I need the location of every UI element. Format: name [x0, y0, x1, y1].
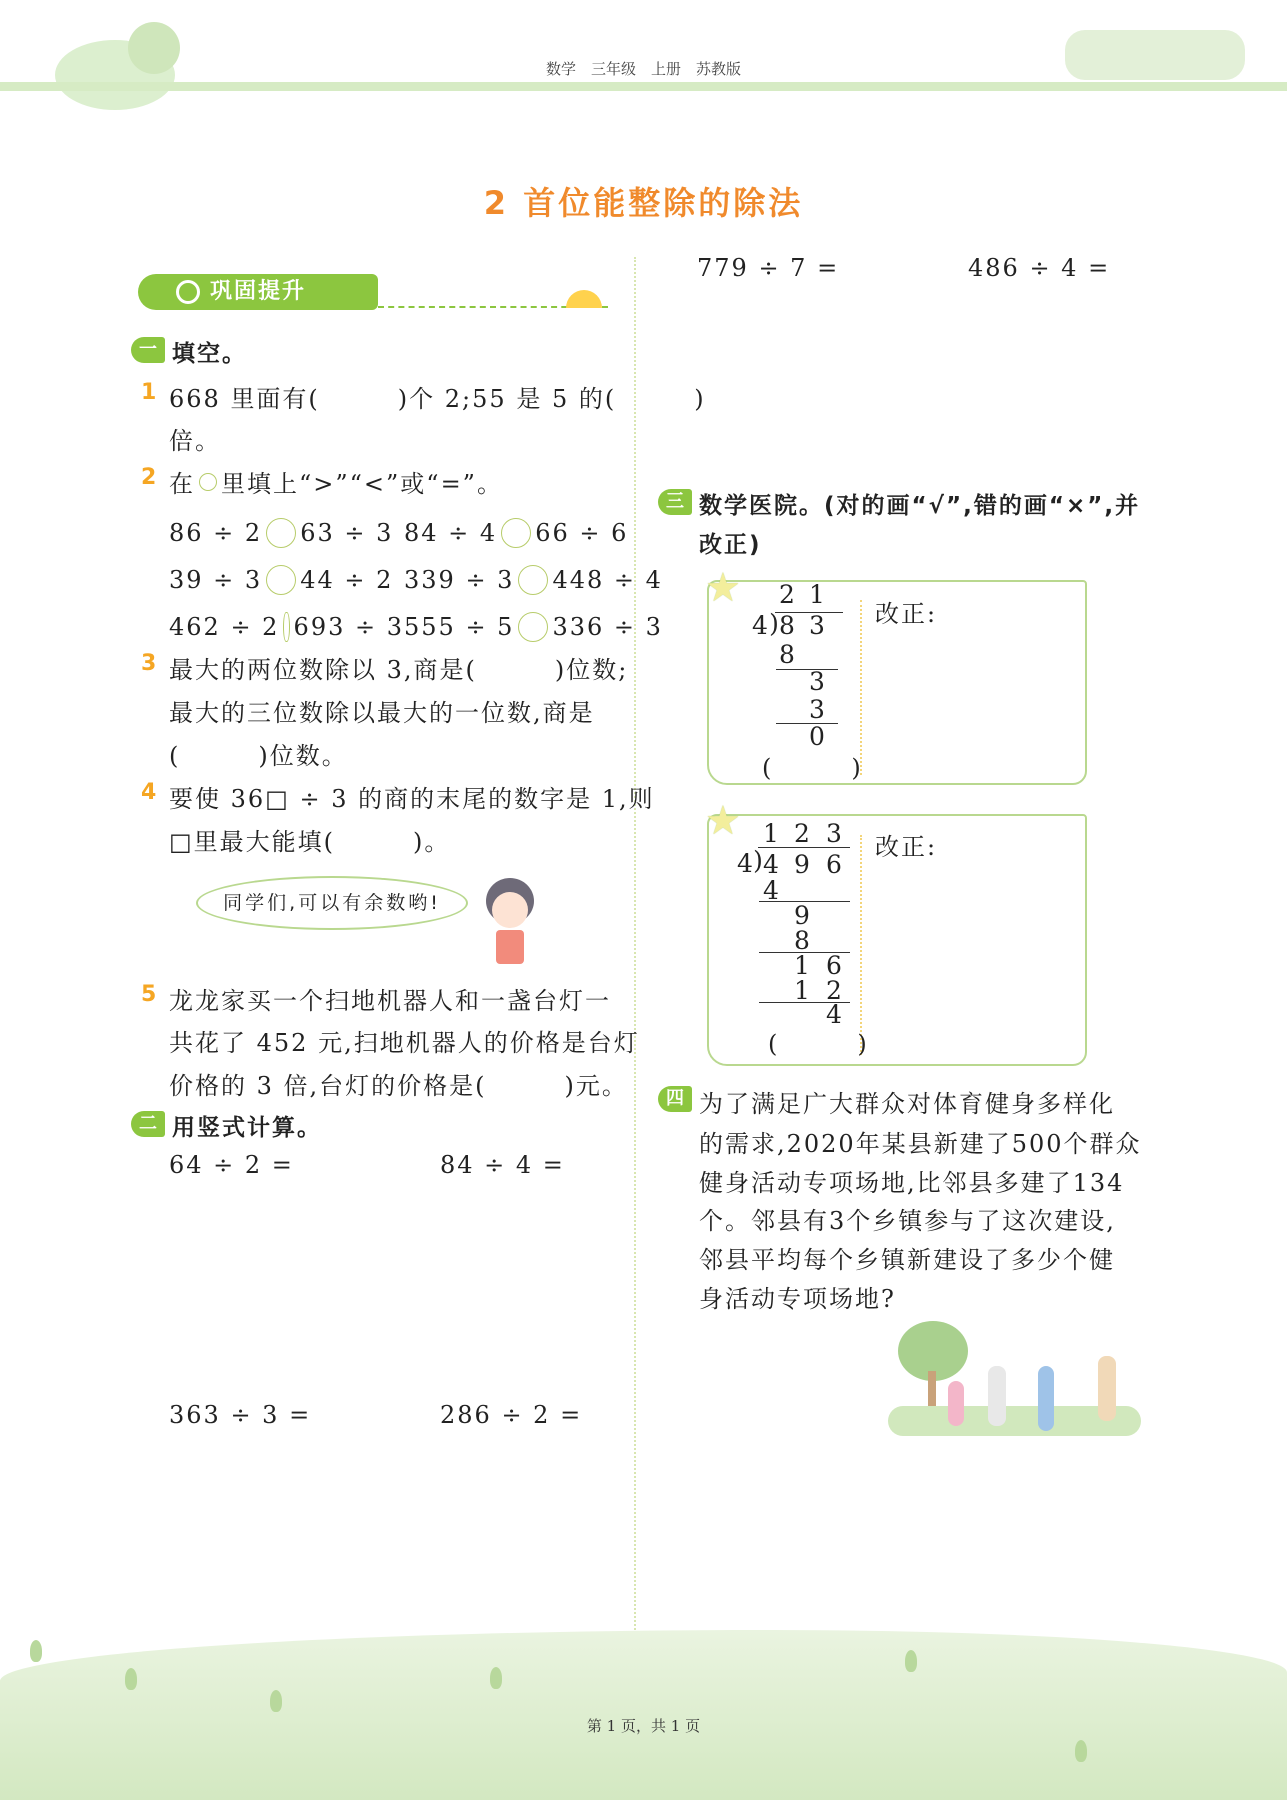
section-title-three-cont: 改正) — [699, 532, 762, 558]
expr-left: 555 ÷ 5 — [404, 612, 515, 641]
calc-problem: 779 ÷ 7 = — [697, 254, 840, 282]
question-number: 5 — [141, 982, 157, 1007]
page-footer: 第 1 页，共 1 页 — [586, 1717, 701, 1735]
comparison-row — [169, 509, 663, 556]
question-number: 1 — [141, 380, 157, 405]
step-digit: 1 — [794, 951, 810, 980]
calc-problem: 64 ÷ 2 = — [169, 1151, 294, 1179]
quotient-digit: 3 — [826, 819, 842, 848]
calc-problem: 286 ÷ 2 = — [440, 1401, 583, 1429]
section-title-one: 填空。 — [172, 341, 247, 367]
q5-line1: 龙龙家买一个扫地机器人和一盏台灯一 — [169, 987, 611, 1015]
expr-right: 66 ÷ 6 — [535, 518, 629, 547]
expr-left: 84 ÷ 4 — [404, 518, 498, 547]
whale-eye-icon — [176, 280, 200, 304]
step-digit: 4 — [763, 876, 779, 905]
dividend-digit: 8 — [779, 611, 795, 640]
step-digit: 0 — [809, 722, 825, 751]
expr-right: 448 ÷ 4 — [552, 565, 663, 594]
problem-line: 邻县平均每个乡镇新建设了多少个健 — [699, 1246, 1115, 1274]
problem-line: 的需求,2020年某县新建了500个群众 — [699, 1130, 1142, 1158]
dividend-digit: 3 — [809, 611, 825, 640]
division-bracket: ) — [769, 609, 779, 638]
q1-line1: 668 里面有( )个 2;55 是 5 的( ) — [169, 385, 706, 413]
correction-label: 改正: — [875, 833, 938, 861]
step-digit: 2 — [826, 976, 842, 1005]
compare-circle[interactable] — [283, 612, 289, 642]
page-title: 2 首位能整除的除法 — [483, 184, 804, 222]
problem-line: 个。邻县有3个乡镇参与了这次建设, — [699, 1207, 1116, 1235]
q4-line1: 要使 36□ ÷ 3 的商的末尾的数字是 1,则 — [169, 785, 655, 813]
girl-illustration — [478, 878, 548, 966]
q2-instruction — [169, 464, 503, 499]
compare-circle[interactable] — [266, 565, 296, 595]
column-divider — [634, 257, 636, 1649]
calc-problem: 486 ÷ 4 = — [968, 254, 1111, 282]
circle-icon — [199, 473, 217, 491]
q2-pre: 在 — [169, 470, 195, 498]
step-digit: 9 — [794, 901, 810, 930]
compare-circle[interactable] — [266, 518, 296, 548]
compare-circle[interactable] — [501, 518, 531, 548]
tree-icon — [490, 1667, 502, 1689]
compare-circle[interactable] — [518, 565, 548, 595]
step-digit: 8 — [779, 640, 795, 669]
expr-left: 86 ÷ 2 — [169, 518, 263, 547]
divisor: 4 — [752, 611, 768, 640]
comparison-row — [169, 556, 663, 603]
answer-blank[interactable]: ( ) — [762, 754, 863, 782]
calc-problem: 84 ÷ 4 = — [440, 1151, 565, 1179]
problem-line: 为了满足广大群众对体育健身多样化 — [699, 1090, 1115, 1118]
comparison-row — [169, 603, 663, 650]
calc-problem: 363 ÷ 3 = — [169, 1401, 312, 1429]
quotient-digit: 1 — [809, 580, 825, 609]
answer-blank[interactable]: ( ) — [768, 1030, 869, 1058]
section-banner: 巩固提升 — [138, 274, 378, 310]
expr-left: 462 ÷ 2 — [169, 612, 280, 641]
q3-line1: 最大的两位数除以 3,商是( )位数; — [169, 656, 629, 684]
section-badge-two: 二 — [131, 1111, 165, 1137]
tree-icon — [125, 1668, 137, 1690]
animals-illustration — [1065, 30, 1245, 80]
expr-right: 336 ÷ 3 — [552, 612, 663, 641]
section-title-two: 用竖式计算。 — [172, 1115, 322, 1141]
q3-line2: 最大的三位数除以最大的一位数,商是 — [169, 699, 595, 727]
quotient-digit: 1 — [763, 819, 779, 848]
expr-right: 44 ÷ 2 — [300, 565, 394, 594]
tree-icon — [1075, 1740, 1087, 1762]
step-digit: 6 — [826, 951, 842, 980]
section-badge-three: 三 — [658, 489, 692, 515]
division-bracket: ) — [753, 846, 763, 875]
q1-line2: 倍。 — [169, 427, 221, 455]
sunset-icon — [566, 290, 602, 308]
question-number: 3 — [141, 651, 157, 676]
step-digit: 4 — [826, 1000, 842, 1029]
dividend-digit: 6 — [826, 850, 842, 879]
star-icon: ★ — [705, 798, 741, 844]
quotient-digit: 2 — [794, 819, 810, 848]
section-badge-four: 四 — [658, 1086, 692, 1112]
star-icon: ★ — [705, 565, 741, 611]
dividend-digit: 9 — [794, 850, 810, 879]
exercise-illustration — [888, 1321, 1141, 1443]
tree-icon — [30, 1640, 42, 1662]
quotient-digit: 2 — [779, 580, 795, 609]
question-number: 2 — [141, 465, 157, 490]
tree-icon — [905, 1650, 917, 1672]
question-number: 4 — [141, 780, 157, 805]
comparison-rows — [169, 509, 663, 650]
step-digit: 3 — [809, 695, 825, 724]
division-bar — [758, 847, 850, 848]
q5-line3: 价格的 3 倍,台灯的价格是( )元。 — [169, 1072, 628, 1100]
dividend-digit: 4 — [763, 850, 779, 879]
section-badge-one: 一 — [131, 337, 165, 363]
correction-label: 改正: — [875, 600, 938, 628]
compare-circle[interactable] — [518, 612, 548, 642]
section-title-three: 数学医院。(对的画“√”,错的画“×”,并 — [699, 493, 1141, 519]
expr-left: 39 ÷ 3 — [169, 565, 263, 594]
q2-post: 里填上“>”“<”或“=”。 — [221, 470, 503, 498]
step-digit: 1 — [794, 976, 810, 1005]
expr-right: 693 ÷ 3 — [293, 612, 404, 641]
q5-line2: 共花了 452 元,扫地机器人的价格是台灯 — [169, 1029, 640, 1057]
step-digit: 3 — [809, 667, 825, 696]
expr-right: 63 ÷ 3 — [300, 518, 394, 547]
tree-icon — [270, 1690, 282, 1712]
q4-line2: □里最大能填( )。 — [169, 828, 451, 856]
step-digit: 8 — [794, 926, 810, 955]
problem-line: 身活动专项场地? — [699, 1285, 896, 1313]
dotted-separator — [860, 835, 862, 1055]
q3-line3: ( )位数。 — [169, 742, 348, 770]
divisor: 4 — [737, 849, 753, 878]
header-text: 数学 三年级 上册 苏教版 — [545, 60, 741, 78]
speech-bubble: 同学们,可以有余数哟! — [196, 876, 468, 930]
expr-left: 339 ÷ 3 — [404, 565, 515, 594]
problem-line: 健身活动专项场地,比邻县多建了134 — [699, 1169, 1125, 1197]
header-band — [0, 82, 1287, 91]
